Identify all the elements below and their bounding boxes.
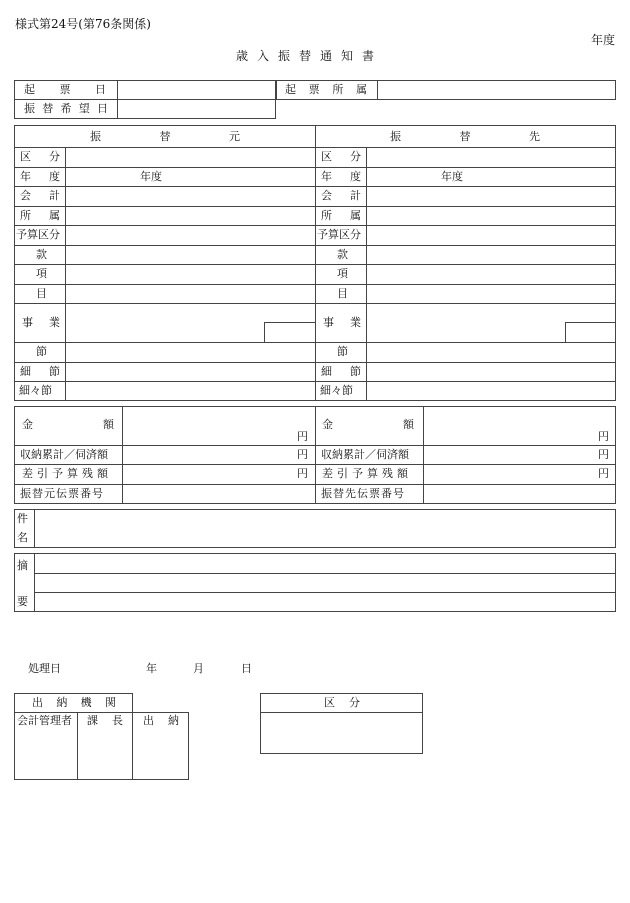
to-row-input-2[interactable] xyxy=(367,187,615,206)
fiscal-year-label: 年度 xyxy=(591,33,616,47)
from-amount-yen: 円 xyxy=(297,430,308,443)
chief-label: 課 長 xyxy=(87,714,123,727)
from-row-label-11: 細々節 xyxy=(19,384,52,397)
processing-year: 年 xyxy=(146,662,157,675)
to-row-label-8: 事 業 xyxy=(323,316,361,329)
from-row-input-3[interactable] xyxy=(66,207,314,225)
from-row-input-5[interactable] xyxy=(66,246,314,264)
to-year-value: 年度 xyxy=(441,170,463,183)
from-row-input-11[interactable] xyxy=(66,382,314,401)
to-row-label-7: 目 xyxy=(337,287,348,300)
category-header: 区 分 xyxy=(324,696,360,709)
to-row-input-1[interactable] xyxy=(367,168,615,186)
processing-month: 月 xyxy=(193,662,204,675)
from-row-label-2: 会 計 xyxy=(20,189,60,202)
to-row-input-9[interactable] xyxy=(367,343,615,362)
to-header: 振 替 先 xyxy=(390,130,540,143)
to-row-label-0: 区 分 xyxy=(321,150,361,163)
from-row-label-8: 事 業 xyxy=(22,316,60,329)
from-row-label-10: 細 節 xyxy=(20,365,60,378)
to-slip-label: 振替先伝票番号 xyxy=(321,487,405,500)
to-row-label-11: 細々節 xyxy=(320,384,353,397)
accountant-label: 会計管理者 xyxy=(17,714,72,727)
from-row-input-1[interactable] xyxy=(66,168,314,186)
from-year-value: 年度 xyxy=(140,170,162,183)
to-row-label-9: 節 xyxy=(337,345,348,358)
to-row-label-2: 会 計 xyxy=(321,189,361,202)
to-row-label-6: 項 xyxy=(337,267,348,280)
draft-date-label: 起 票 日 xyxy=(24,83,106,96)
from-row-label-3: 所 属 xyxy=(20,209,60,222)
subject-label-2: 名 xyxy=(17,531,28,544)
from-row-input-9[interactable] xyxy=(66,343,314,362)
from-row-input-4[interactable] xyxy=(66,226,314,245)
transfer-date-label: 振 替 希 望 日 xyxy=(24,102,108,115)
to-amount-label: 金 額 xyxy=(322,418,414,431)
subject-label-1: 件 xyxy=(17,512,28,525)
from-row-input-0[interactable] xyxy=(66,148,314,167)
treasury-header: 出 納 機 関 xyxy=(32,696,116,709)
to-balance-label: 差引予算残額 xyxy=(322,467,412,480)
summary-label-2: 要 xyxy=(17,595,28,608)
to-collected-yen: 円 xyxy=(598,448,609,461)
to-collected-label: 収納累計／伺済額 xyxy=(321,448,409,461)
draft-dept-label: 起 票 所 属 xyxy=(285,83,367,96)
from-row-label-0: 区 分 xyxy=(20,150,60,163)
from-balance-yen: 円 xyxy=(297,467,308,480)
summary-label-1: 摘 xyxy=(17,559,28,572)
to-row-label-4: 予算区分 xyxy=(317,228,361,241)
from-row-label-9: 節 xyxy=(36,345,47,358)
summary-field[interactable] xyxy=(14,553,616,612)
from-amount-label: 金 額 xyxy=(22,418,114,431)
to-row-input-5[interactable] xyxy=(367,246,615,264)
to-row-input-6[interactable] xyxy=(367,265,615,284)
from-row-label-5: 款 xyxy=(36,248,47,261)
from-row-input-6[interactable] xyxy=(66,265,314,284)
from-row-label-7: 目 xyxy=(36,287,47,300)
from-header: 振 替 元 xyxy=(90,130,240,143)
from-row-input-10[interactable] xyxy=(66,363,314,381)
cashier-label: 出 納 xyxy=(143,714,179,727)
to-row-input-10[interactable] xyxy=(367,363,615,381)
from-collected-label: 収納累計／伺済額 xyxy=(20,448,108,461)
to-row-label-1: 年 度 xyxy=(321,170,361,183)
to-row-input-4[interactable] xyxy=(367,226,615,245)
from-row-label-4: 予算区分 xyxy=(16,228,60,241)
from-row-label-6: 項 xyxy=(36,267,47,280)
to-row-label-10: 細 節 xyxy=(321,365,361,378)
from-balance-label: 差引予算残額 xyxy=(22,467,112,480)
to-balance-yen: 円 xyxy=(598,467,609,480)
subject-field[interactable] xyxy=(14,509,616,548)
from-row-input-2[interactable] xyxy=(66,187,314,206)
page-title: 歳入振替通知書 xyxy=(236,49,384,63)
form-number: 様式第24号(第76条関係) xyxy=(15,17,151,31)
to-row-input-0[interactable] xyxy=(367,148,615,167)
to-row-label-5: 款 xyxy=(337,248,348,261)
from-collected-yen: 円 xyxy=(297,448,308,461)
to-amount-yen: 円 xyxy=(598,430,609,443)
processing-day: 日 xyxy=(241,662,252,675)
to-row-input-11[interactable] xyxy=(367,382,615,401)
from-slip-label: 振替元伝票番号 xyxy=(20,487,104,500)
to-row-input-7[interactable] xyxy=(367,285,615,303)
from-row-label-1: 年 度 xyxy=(20,170,60,183)
from-row-input-7[interactable] xyxy=(66,285,314,303)
to-row-input-8[interactable] xyxy=(367,304,615,342)
from-row-input-8[interactable] xyxy=(66,304,314,342)
processing-date-label: 処理日 xyxy=(28,662,61,675)
to-row-input-3[interactable] xyxy=(367,207,615,225)
to-row-label-3: 所 属 xyxy=(321,209,361,222)
